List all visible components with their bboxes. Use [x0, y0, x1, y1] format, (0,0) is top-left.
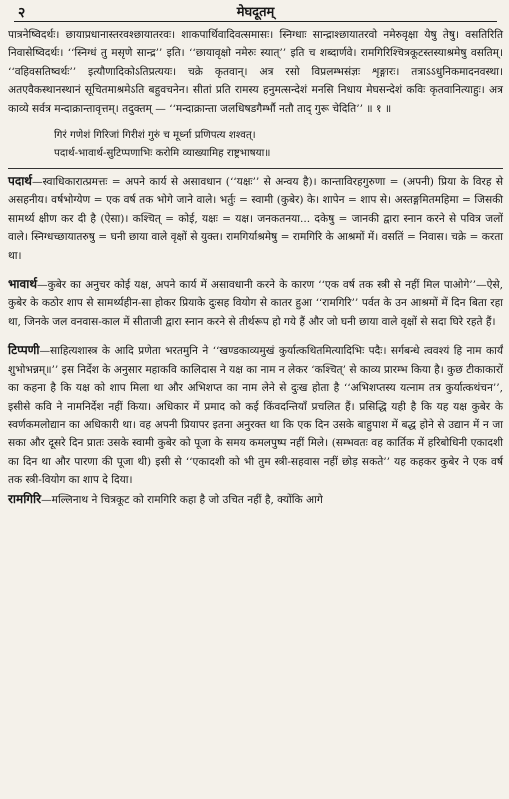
ramagiri-section: [8, 490, 503, 509]
tippani-section: [8, 341, 503, 489]
section-divider: [8, 168, 503, 169]
header-rule: [14, 21, 497, 22]
ramagiri-text: —मल्लिनाथ ने चित्रकूट को रामगिरि कहा है जो उचित नहीं है, क्योंकि आगे: [41, 493, 323, 506]
tippani-text: —साहित्यशास्त्र के आदि प्रणेता भरतमुनि ने ‘‘खण्डकाव्यमुखं कुर्यात्कथितमित्यादिभिः पदैः। सर्गबन्धे त्ववश्यं हि नाम कार्यं शुभोभन्नम्॥’’ इस निर्देश के अनुसार महाकवि कालिदास ने यक्ष का नाम न लेकर ‘कश्चित्’ से काव्य प्रारम्भ किया है। कुछ टीकाकारों का कहना है कि यक्ष को शाप मिला था और अभिशप्त का नाम लेने से दुःख होता है ‘‘अभिशप्तस्य यत्नाम तत्र कुर्यात्कथंचन’’, इसीसे कवि ने नामनिर्देश नहीं किया। अधिकार में प्रमाद को कई किंवदन्तियाँ प्रचलित हैं। प्रसिद्धि यही है कि यह यक्ष कुबेर के स्वर्णकमलोद्यान का अधिकारी था। वह अपनी प्रियापर इतना अनुरक्त था कि एक दिन उसके बाहुपाश में बद्ध होने से उद्यान में न जा सका और दूसरे दिन प्रातः उसके स्वामी कुबेर को पूजा के समय कमलपुष्प नहीं मिले। (सम्भवतः वह कार्तिक में हरिबोधिनी एकादशी का दिन था और पारणा की पूजा थी) इसी से ‘‘एकादशी को भी तुम स्त्री-सहवास नहीं छोड़ सकते’’ यह कहकर कुबेर ने एक वर्ष तक स्त्री-वियोग का शाप दे दिया।: [8, 345, 503, 487]
padartha-section: [8, 172, 503, 265]
page-header: [8, 0, 503, 20]
invocation-verse: [8, 126, 503, 162]
tippani-label: टिप्पणी: [8, 343, 40, 358]
running-title: मेघदूतम्: [236, 5, 275, 20]
verse-line-1: गिरं गणेशं गिरिजां गिरीशं गुरुं च मूर्ध्ना प्रणिपत्य शश्वत्।: [54, 129, 256, 142]
bhavartha-label: भावार्थ: [8, 277, 37, 292]
sanskrit-commentary: पात्रनेष्विदर्थः। छायाप्रधानास्तरवश्छायातरवः। शाकपार्थिवादिवत्समासः। स्निग्धाः सान्द्राश्छायातरवो नमेरुवृक्षा येषु तेषु। वसतिरिति निवासेष्विदर्थः। ‘‘स्निग्धं तु मसृणे सान्द्र’’ इति। ‘‘छायावृक्षो नमेरुः स्यात्’’ इति च शब्दार्णवे। रामगिरिश्चित्रकूटस्तस्याश्रमेषु वसतिम्। ‘‘वहिवसतिष्वर्थः’’ इत्यौणादिकोऽतिप्रत्ययः। चक्रे कृतवान्। अत्र रसो विप्रलम्भसंज्ञः शृङ्गारः। तत्राऽऽधुनिकमादनवस्था। अतएवैकस्थानस्थानं सूचितमाश्रमेऽति बहुवचनेन। सीतां प्रति रामस्य हनुमत्सन्देशं मनसि निधाय मेघसन्देशं कविः कृतवानित्याहुः। अत्र काव्ये सर्वत्र मन्दाक्रान्तावृत्तम्। तदुक्तम् — ‘‘मन्दाक्रान्ता जलधिषडगैर्म्भौ नतौ ताद् गुरू चेदिति’’ ॥ १ ॥: [8, 29, 503, 115]
bhavartha-text: —कुबेर का अनुचर कोई यक्ष, अपने कार्य में असावधानी करने के कारण ‘‘एक वर्ष तक स्त्री से नहीं मिल पाओगे’’—ऐसे, कुबेर के कठोर शाप से सामर्थ्यहीन-सा होकर प्रियाके दुःसह वियोग से कातर हुआ ‘‘रामगिरि’’ पर्वत के उन आश्रमों में दिन बिता रहा था, जिनके जल वनवास-काल में सीताजी द्वारा स्नान करने से तीर्थरूप हो गये हैं और जो घनी छाया वाले वृक्षों से सदा घिरे रहते हैं।: [8, 279, 503, 328]
padartha-label: पदार्थ: [8, 174, 32, 189]
page-number: २: [18, 5, 26, 21]
verse-line-2: पदार्थ-भावार्थ-सुटिप्पणाभिः करोमि व्याख्यामिह राष्ट्रभाषया॥: [54, 147, 271, 160]
bhavartha-section: [8, 275, 503, 331]
padartha-text: —स्वाधिकारात्प्रमत्तः = अपने कार्य से असावधान (‘‘यक्षः’’ से अन्वय है)। कान्ताविरहगुरुणा = (अपनी) प्रिया के विरह से असहनीय। वर्षभोग्येण = एक वर्ष तक भोगे जाने वाले। भर्तुः = स्वामी (कुबेर) के। शापेन = शाप से। अस्तङ्गमितमहिमा = जिसकी सामर्थ्य क्षीण कर दी है (ऐसा)। कश्चित् = कोई, यक्षः = यक्ष। जनकतनया... दकेषु = जानकी द्वारा स्नान करने से पवित्र जलों वाले। स्निग्धच्छायातरुषु = घनी छाया वाले वृक्षों से युक्त। रामगिर्याश्रमेषु = रामगिरि के आश्रमों में। वसतिं = निवास। चक्रे = करता था।: [8, 176, 504, 262]
ramagiri-label: रामगिरि: [8, 491, 42, 506]
